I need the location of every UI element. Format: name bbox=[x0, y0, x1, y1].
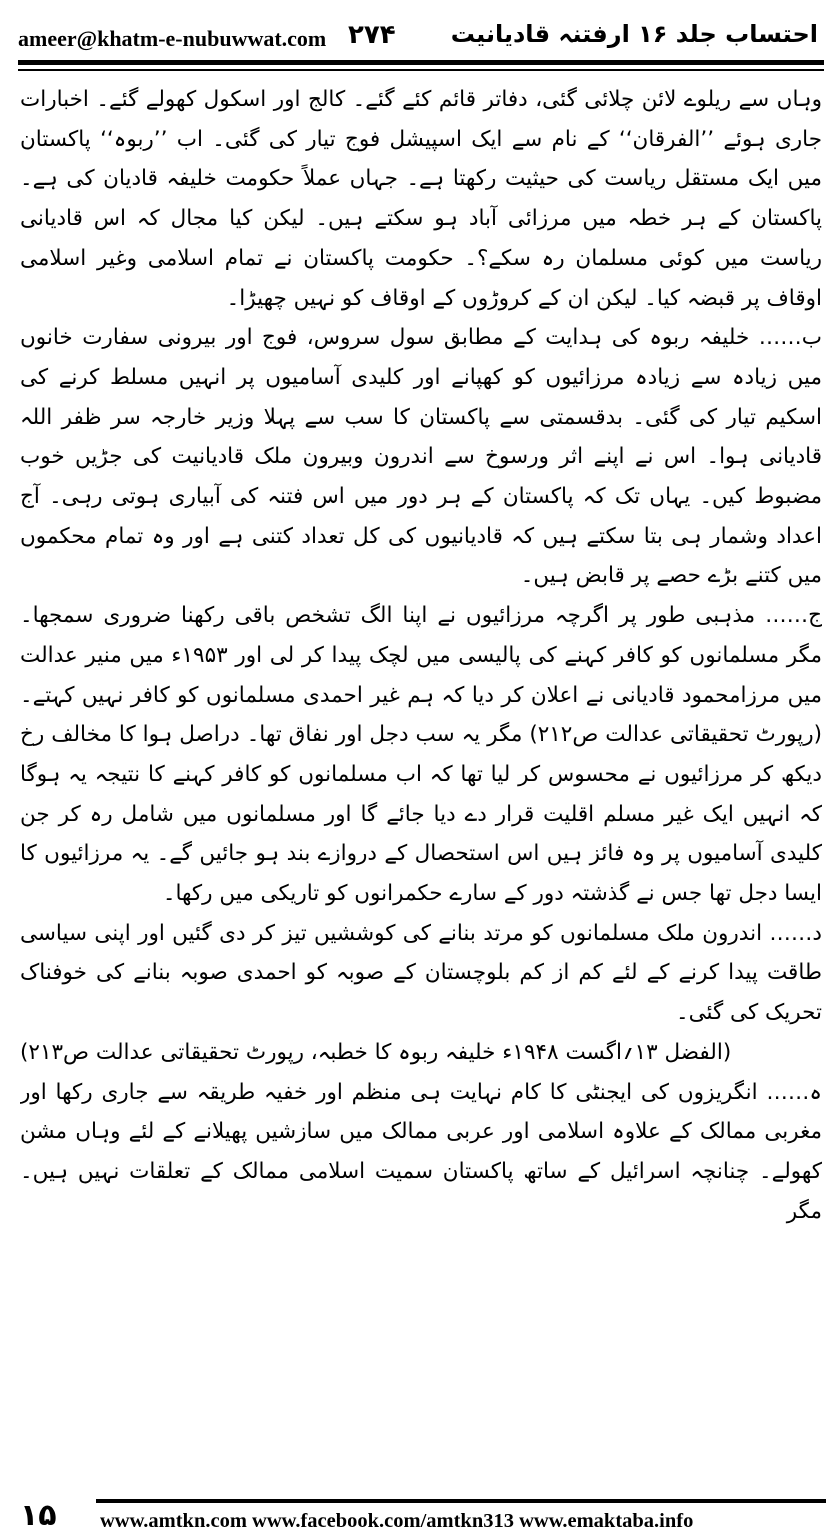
header-divider-thin bbox=[18, 69, 824, 71]
header-divider-thick bbox=[18, 60, 824, 65]
reference-citation: (الفضل ۱۳؍اگست ۱۹۴۸ء خلیفہ ربوہ کا خطبہ، رپورٹ تحقیقاتی عدالت ص۲۱۳) bbox=[20, 1039, 732, 1065]
header-email[interactable]: ameer@khatm-e-nubuwwat.com bbox=[18, 26, 327, 51]
paragraph-4: د…… اندرون ملک مسلمانوں کو مرتد بنانے کی کوششیں تیز کر دی گئیں اور اپنی سیاسی طاقت پیدا کرنے کے لئے کم از کم بلوچستان کے صوبہ کو احمدی صوبہ بنانے کی خوفناک تحریک کی گئی۔ bbox=[20, 920, 822, 1026]
paragraph-2: ب…… خلیفہ ربوہ کی ہدایت کے مطابق سول سروس، فوج اور بیرونی سفارت خانوں میں زیادہ سے زیادہ مرزائیوں کو کھپانے اور کلیدی آسامیوں پر انہیں مسلط کرنے کی اسکیم تیار کی گئی۔ بدقسمتی سے پاکستان کا سب سے پہلا وزیر خارجہ سر ظفر اللہ قادیانی ہوا۔ اس نے اپنے اثر ورسوخ سے اندرون وبیرون ملک قادیانیت کی جڑیں خوب مضبوط کیں۔ یہاں تک کہ پاکستان کے ہر دور میں اس فتنہ کی آبیاری ہوتی رہی۔ آج اعداد وشمار ہی بتا سکتے ہیں کہ قادیانیوں کی کل تعداد کتنی ہے اور وہ تمام محکموں میں کتنے بڑے حصے پر قابض ہیں۔ bbox=[20, 325, 822, 589]
header-book-title: احتساب جلد ۱۶ ارفتنہ قادیانیت bbox=[450, 20, 818, 48]
page-footer bbox=[0, 1494, 840, 1540]
page-header bbox=[0, 0, 840, 62]
footer-links[interactable]: www.amtkn.com www.facebook.com/amtkn313 www.emaktaba.info bbox=[100, 1510, 694, 1532]
paragraph-3: ج…… مذہبی طور پر اگرچہ مرزائیوں نے اپنا الگ تشخص باقی رکھنا ضروری سمجھا۔ مگر مسلمانوں کو کافر کہنے کی پالیسی میں لچک پیدا کر لی اور ۱۹۵۳ء میں منیر عدالت میں مرزامحمود قادیانی نے اعلان کر دیا کہ ہم غیر احمدی مسلمانوں کو کافر نہیں کہتے۔ (رپورٹ تحقیقاتی عدالت ص۲۱۲) مگر یہ سب دجل اور نفاق تھا۔ دراصل ہوا کا مخالف رخ دیکھ کر مرزائیوں نے محسوس کر لیا تھا کہ اب مسلمانوں کو کافر کہنے کا نتیجہ یہ ہوگا کہ انہیں ایک غیر مسلم اقلیت قرار دے دیا جائے گا اور مسلمانوں میں شامل رہ کر جن کلیدی آسامیوں پر وہ فائز ہیں اس استحصال کے دروازے بند ہو جائیں گے۔ یہ مرزائیوں کا ایسا دجل تھا جس نے گذشتہ دور کے سارے حکمرانوں کو تاریکی میں رکھا۔ bbox=[20, 603, 822, 907]
footer-page-number: ۱۵ bbox=[20, 1498, 57, 1533]
page-body bbox=[20, 80, 822, 1480]
paragraph-1: وہاں سے ریلوے لائن چلائی گئی، دفاتر قائم کئے گئے۔ کالج اور اسکول کھولے گئے۔ اخبارات جاری ہوئے ’’الفرقان‘‘ کے نام سے ایک اسپیشل فوج تیار کی گئی۔ اب ’’ربوہ‘‘ پاکستان میں ایک مستقل ریاست کی حیثیت رکھتا ہے۔ جہاں عملاً حکومت خلیفہ قادیان کی ہے۔ پاکستان کے ہر خطہ میں مرزائی آباد ہو سکتے ہیں۔ لیکن کیا مجال کہ اس قادیانی ریاست میں کوئی مسلمان رہ سکے؟۔ حکومت پاکستان نے تمام اسلامی وغیر اسلامی اوقاف پر قبضہ کیا۔ لیکن ان کے کروڑوں کے اوقاف کو نہیں چھیڑا۔ bbox=[20, 87, 822, 311]
header-page-number: ۲۷۴ bbox=[348, 20, 396, 50]
footer-divider bbox=[96, 1499, 826, 1503]
paragraph-5: ہ…… انگریزوں کی ایجنٹی کا کام نہایت ہی منظم اور خفیہ طریقہ سے جاری رکھا اور مغربی ممالک کے علاوہ اسلامی اور عربی ممالک میں سازشیں پھیلانے کے لئے وہاں مشن کھولے۔ چنانچہ اسرائیل کے ساتھ پاکستان سمیت اسلامی ممالک کے تعلقات نہیں ہیں۔ مگر bbox=[20, 1079, 822, 1224]
